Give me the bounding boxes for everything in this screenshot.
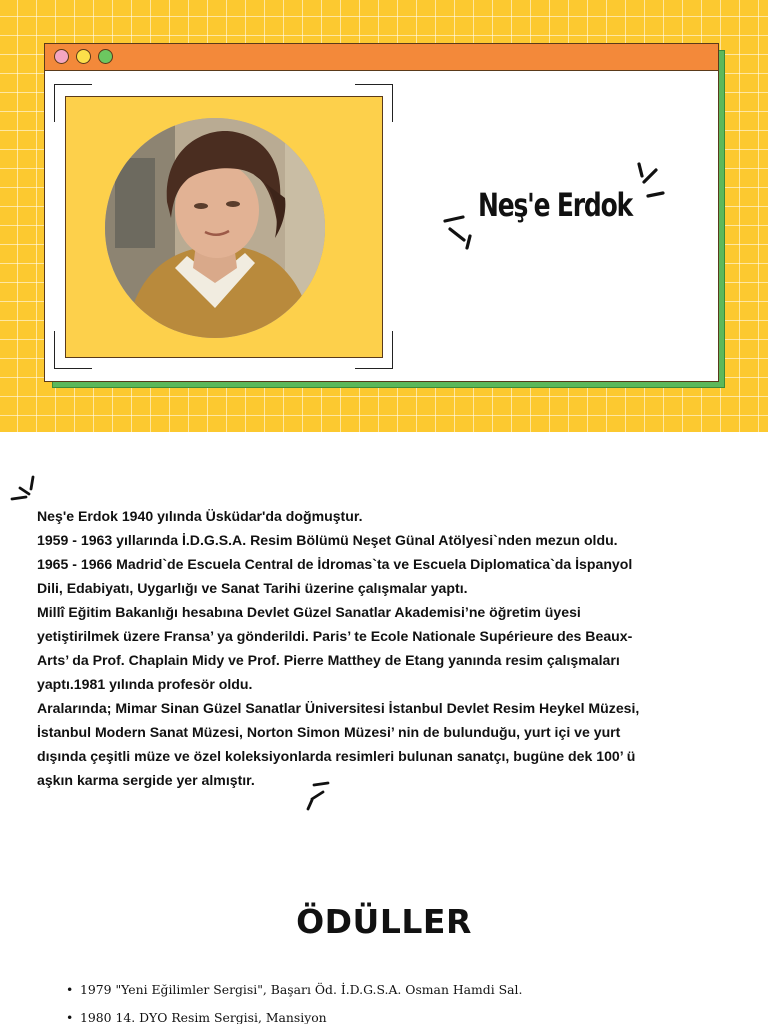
- awards-heading: ÖDÜLLER: [296, 902, 472, 941]
- artist-portrait: [105, 118, 325, 338]
- artist-name-heading: Neş'e Erdok: [478, 186, 633, 224]
- spark-lines-icon: [442, 212, 476, 250]
- bio-line: Arts’ da Prof. Chaplain Midy ve Prof. Pierre Matthey de Etang yanında resim çalışmaları: [37, 652, 620, 668]
- bio-line: aşkın karma sergide yer almıştır.: [37, 772, 255, 788]
- list-item: • 1980 14. DYO Resim Sergisi, Mansiyon: [64, 1004, 744, 1024]
- window-titlebar: [45, 44, 718, 71]
- spark-lines-icon: [302, 780, 334, 812]
- frame-corner-icon: [355, 331, 393, 369]
- spark-lines-icon: [9, 474, 39, 504]
- frame-corner-icon: [355, 84, 393, 122]
- maximize-dot-icon: [98, 49, 113, 64]
- minimize-dot-icon: [76, 49, 91, 64]
- bio-line: Aralarında; Mimar Sinan Güzel Sanatlar Üniversitesi İstanbul Devlet Resim Heykel Müzesi,: [37, 700, 640, 716]
- frame-corner-icon: [54, 84, 92, 122]
- bio-line: 1959 - 1963 yıllarında İ.D.G.S.A. Resim Bölümü Neşet Günal Atölyesi`nden mezun oldu.: [37, 532, 618, 548]
- bio-line: yaptı.1981 yılında profesör oldu.: [37, 676, 253, 692]
- bio-line: yetiştirilmek üzere Fransa’ ya gönderildi. Paris’ te Ecole Nationale Supérieure des Beaux-: [37, 628, 633, 644]
- frame-corner-icon: [54, 331, 92, 369]
- biography-text: [37, 504, 745, 792]
- bio-line: Dili, Edabiyatı, Uygarlığı ve Sanat Tarihi üzerine çalışmalar yaptı.: [37, 580, 468, 596]
- hero-banner: [0, 0, 768, 432]
- spark-lines-icon: [634, 162, 668, 198]
- bio-line: dışında çeşitli müze ve özel koleksiyonlarda resimleri bulunan sanatçı, bugüne dek 100’ ü: [37, 748, 636, 764]
- list-item: • 1979 "Yeni Eğilimler Sergisi", Başarı Öd. İ.D.G.S.A. Osman Hamdi Sal.: [64, 976, 744, 1004]
- bio-line: 1965 - 1966 Madrid`de Escuela Central de İdromas`ta ve Escuela Diplomatica`da İspanyol: [37, 556, 633, 572]
- bio-line: Neş'e Erdok 1940 yılında Üsküdar'da doğmuştur.: [37, 508, 363, 524]
- awards-list: [64, 976, 744, 1024]
- close-dot-icon: [54, 49, 69, 64]
- bio-line: Millî Eğitim Bakanlığı hesabına Devlet Güzel Sanatlar Akademisi’ne öğretim üyesi: [37, 604, 581, 620]
- bio-line: İstanbul Modern Sanat Müzesi, Norton Simon Müzesi’ nin de bulunduğu, yurt içi ve yurt: [37, 724, 621, 740]
